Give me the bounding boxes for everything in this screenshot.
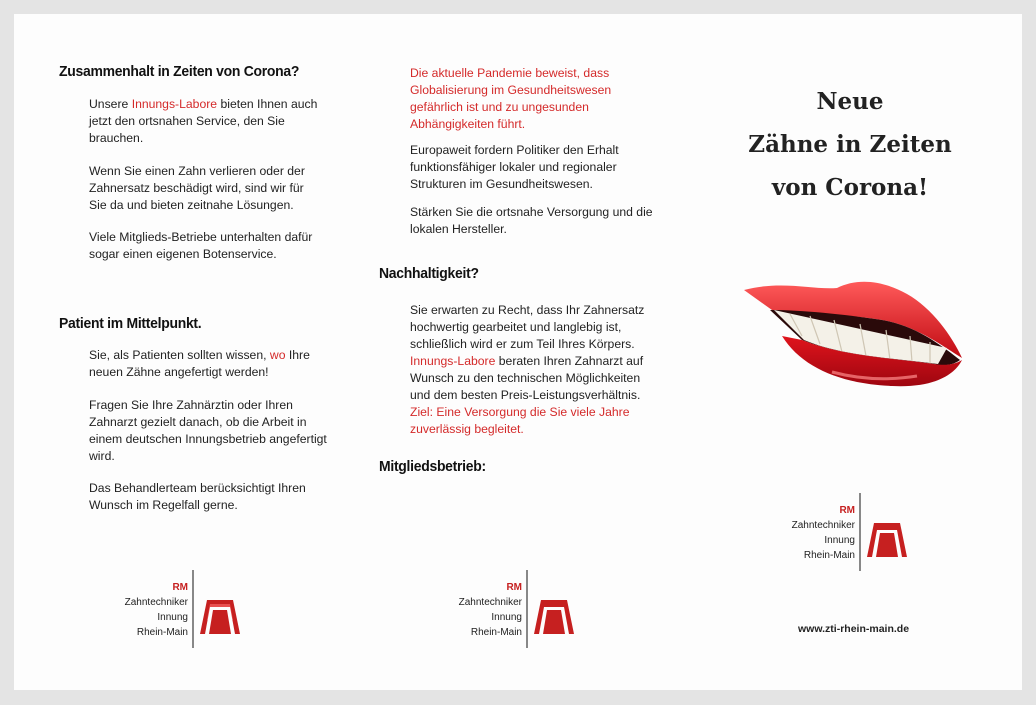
paragraph-zahn-verlieren: Wenn Sie einen Zahn verlieren oder der Zahnersatz beschädigt wird, sind wir für Sie da und bieten zeitnahe Lösungen. [89,164,305,212]
innung-logo [785,493,905,571]
logo-divider [192,570,194,648]
innung-logo [118,570,238,648]
heading-zusammenhalt: Zusammenhalt in Zeiten von Corona? [59,63,300,80]
tooth-logo-icon [867,523,907,557]
tooth-logo-icon [534,600,574,634]
logo-divider [859,493,861,571]
paragraph-patienten-wissen: Sie, als Patienten sollten wissen, wo Ihre neuen Zähne angefertigt werden! [89,348,310,379]
paragraph-zahnarzt-fragen: Fragen Sie Ihre Zahnärztin oder Ihren Zahnarzt gezielt danach, ob die Arbeit in einem deutschen Innungsbetrieb angefertigt wird. [89,398,327,463]
brochure-page [14,14,1022,690]
paragraph-pandemie: Die aktuelle Pandemie beweist, dass Globalisierung im Gesundheitswesen gefährlich ist und zu ungesunden Abhängigkeiten führt. [410,66,612,131]
logo-text: RM Zahntechniker Innung Rhein-Main [458,582,522,638]
website-link[interactable]: www.zti-rhein-main.de [798,623,910,635]
tooth-logo-icon [200,600,240,634]
paragraph-behandlerteam: Das Behandlerteam berücksichtigt Ihren Wunsch im Regelfall gerne. [89,481,306,512]
paragraph-service: Unsere Innungs-Labore bieten Ihnen auch jetzt den ortsnahen Service, den Sie brauchen. [89,97,318,145]
smiling-lips-image [742,276,964,388]
innung-logo [452,570,572,648]
paragraph-botenservice: Viele Mitglieds-Betriebe unterhalten dafür sogar einen eigenen Botenservice. [89,230,313,261]
paragraph-staerken: Stärken Sie die ortsnahe Versorgung und die lokalen Hersteller. [410,205,653,236]
heading-nachhaltigkeit: Nachhaltigkeit? [379,265,479,282]
logo-text: RM Zahntechniker Innung Rhein-Main [124,582,188,638]
paragraph-europaweit: Europaweit fordern Politiker den Erhalt funktionsfähiger lokaler und regionaler Strukturen im Gesundheitswesen. [410,143,619,191]
heading-patient: Patient im Mittelpunkt. [59,315,202,332]
cover-title: Neue Zähne in Zeiten von Corona! [748,88,952,201]
paragraph-zahnersatz: Sie erwarten zu Recht, dass Ihr Zahnersatz hochwertig gearbeitet und langlebig ist, schließlich wird er zum Teil Ihres Körpers. Innungs-Labore beraten Ihren Zahnarzt auf Wunsch zu den technischen Möglichkeiten und dem besten Preis-Leistungsverhältnis. Ziel: Eine Versorgung die Sie viele Jahre zuverlässig begleitet. [410,303,645,436]
logo-divider [526,570,528,648]
heading-mitgliedsbetrieb: Mitgliedsbetrieb: [379,458,486,475]
logo-text: RM Zahntechniker Innung Rhein-Main [791,505,855,561]
